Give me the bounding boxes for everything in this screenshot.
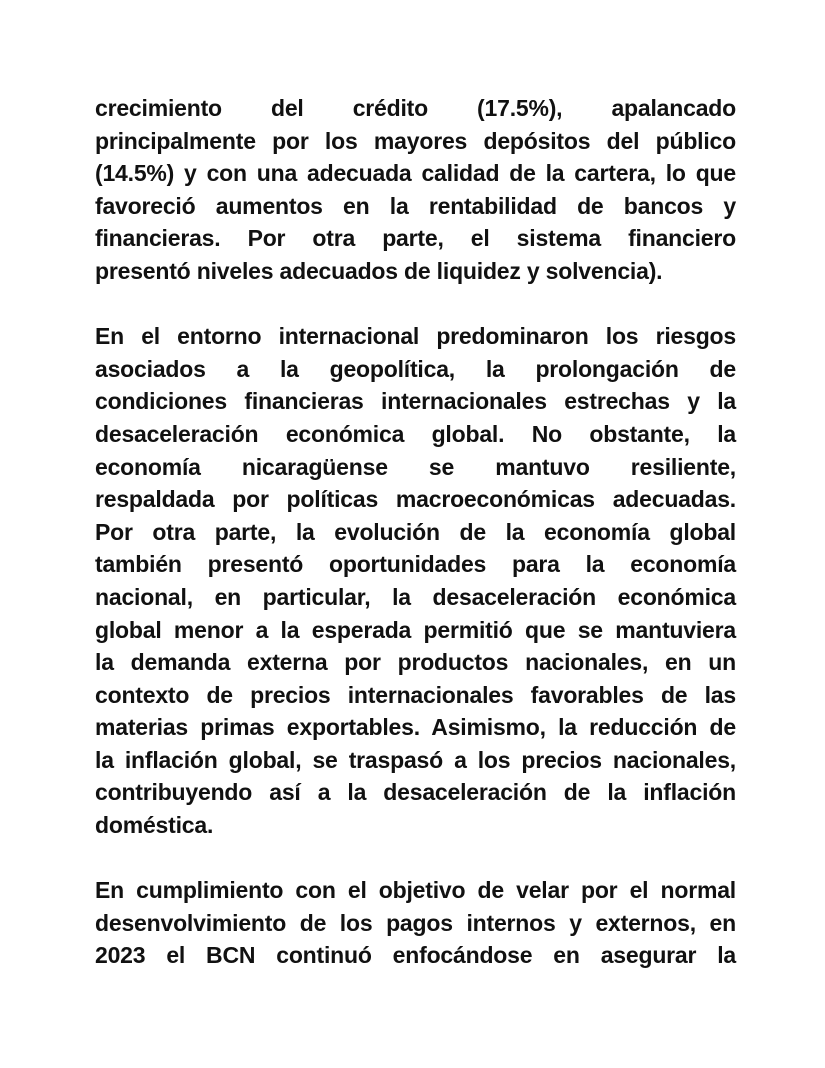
paragraph-financial-system	[95, 92, 736, 288]
text-line: favoreció aumentos en la rentabilidad de bancos y	[95, 192, 736, 219]
text-line: financieras. Por otra parte, el sistema financiero	[95, 225, 736, 252]
text-line: la demanda externa por productos nacionales, en un	[95, 649, 736, 676]
text-line: economía nicaragüense se mantuvo resiliente,	[95, 453, 736, 480]
text-line: presentó niveles adecuados de liquidez y solvencia).	[95, 257, 663, 284]
text-line: contexto de precios internacionales favorables de las	[95, 681, 736, 708]
text-line: crecimiento del crédito (17.5%), apalancado	[95, 95, 736, 121]
text-line: En cumplimiento con el objetivo de velar por el normal	[95, 877, 736, 904]
text-line: En el entorno internacional predominaron los riesgos	[95, 323, 736, 350]
paragraph-spacer	[95, 842, 736, 875]
paragraph-spacer	[95, 288, 736, 321]
text-line: 2023 el BCN continuó enfocándose en asegurar la	[95, 942, 736, 969]
text-line: la inflación global, se traspasó a los precios nacionales,	[95, 746, 736, 773]
text-line: nacional, en particular, la desaceleración económica	[95, 583, 736, 610]
text-line: contribuyendo así a la desaceleración de la inflación	[95, 779, 736, 806]
text-line: doméstica.	[95, 812, 214, 839]
text-line: desenvolvimiento de los pagos internos y externos, en	[95, 909, 736, 936]
paragraph-payments-objective	[95, 874, 736, 972]
text-line: global menor a la esperada permitió que se mantuviera	[95, 616, 736, 643]
text-line: (14.5%) y con una adecuada calidad de la cartera, lo que	[95, 160, 736, 187]
text-line: también presentó oportunidades para la economía	[95, 551, 736, 578]
document-page	[95, 92, 736, 972]
text-line: asociados a la geopolítica, la prolongación de	[95, 355, 736, 382]
text-line: desaceleración económica global. No obstante, la	[95, 420, 736, 447]
text-line: Por otra parte, la evolución de la economía global	[95, 518, 736, 545]
text-line: materias primas exportables. Asimismo, la reducción de	[95, 714, 736, 741]
text-line: principalmente por los mayores depósitos del público	[95, 127, 736, 154]
text-line: respaldada por políticas macroeconómicas adecuadas.	[95, 486, 736, 513]
text-line: condiciones financieras internacionales estrechas y la	[95, 388, 736, 415]
paragraph-international-context	[95, 320, 736, 842]
